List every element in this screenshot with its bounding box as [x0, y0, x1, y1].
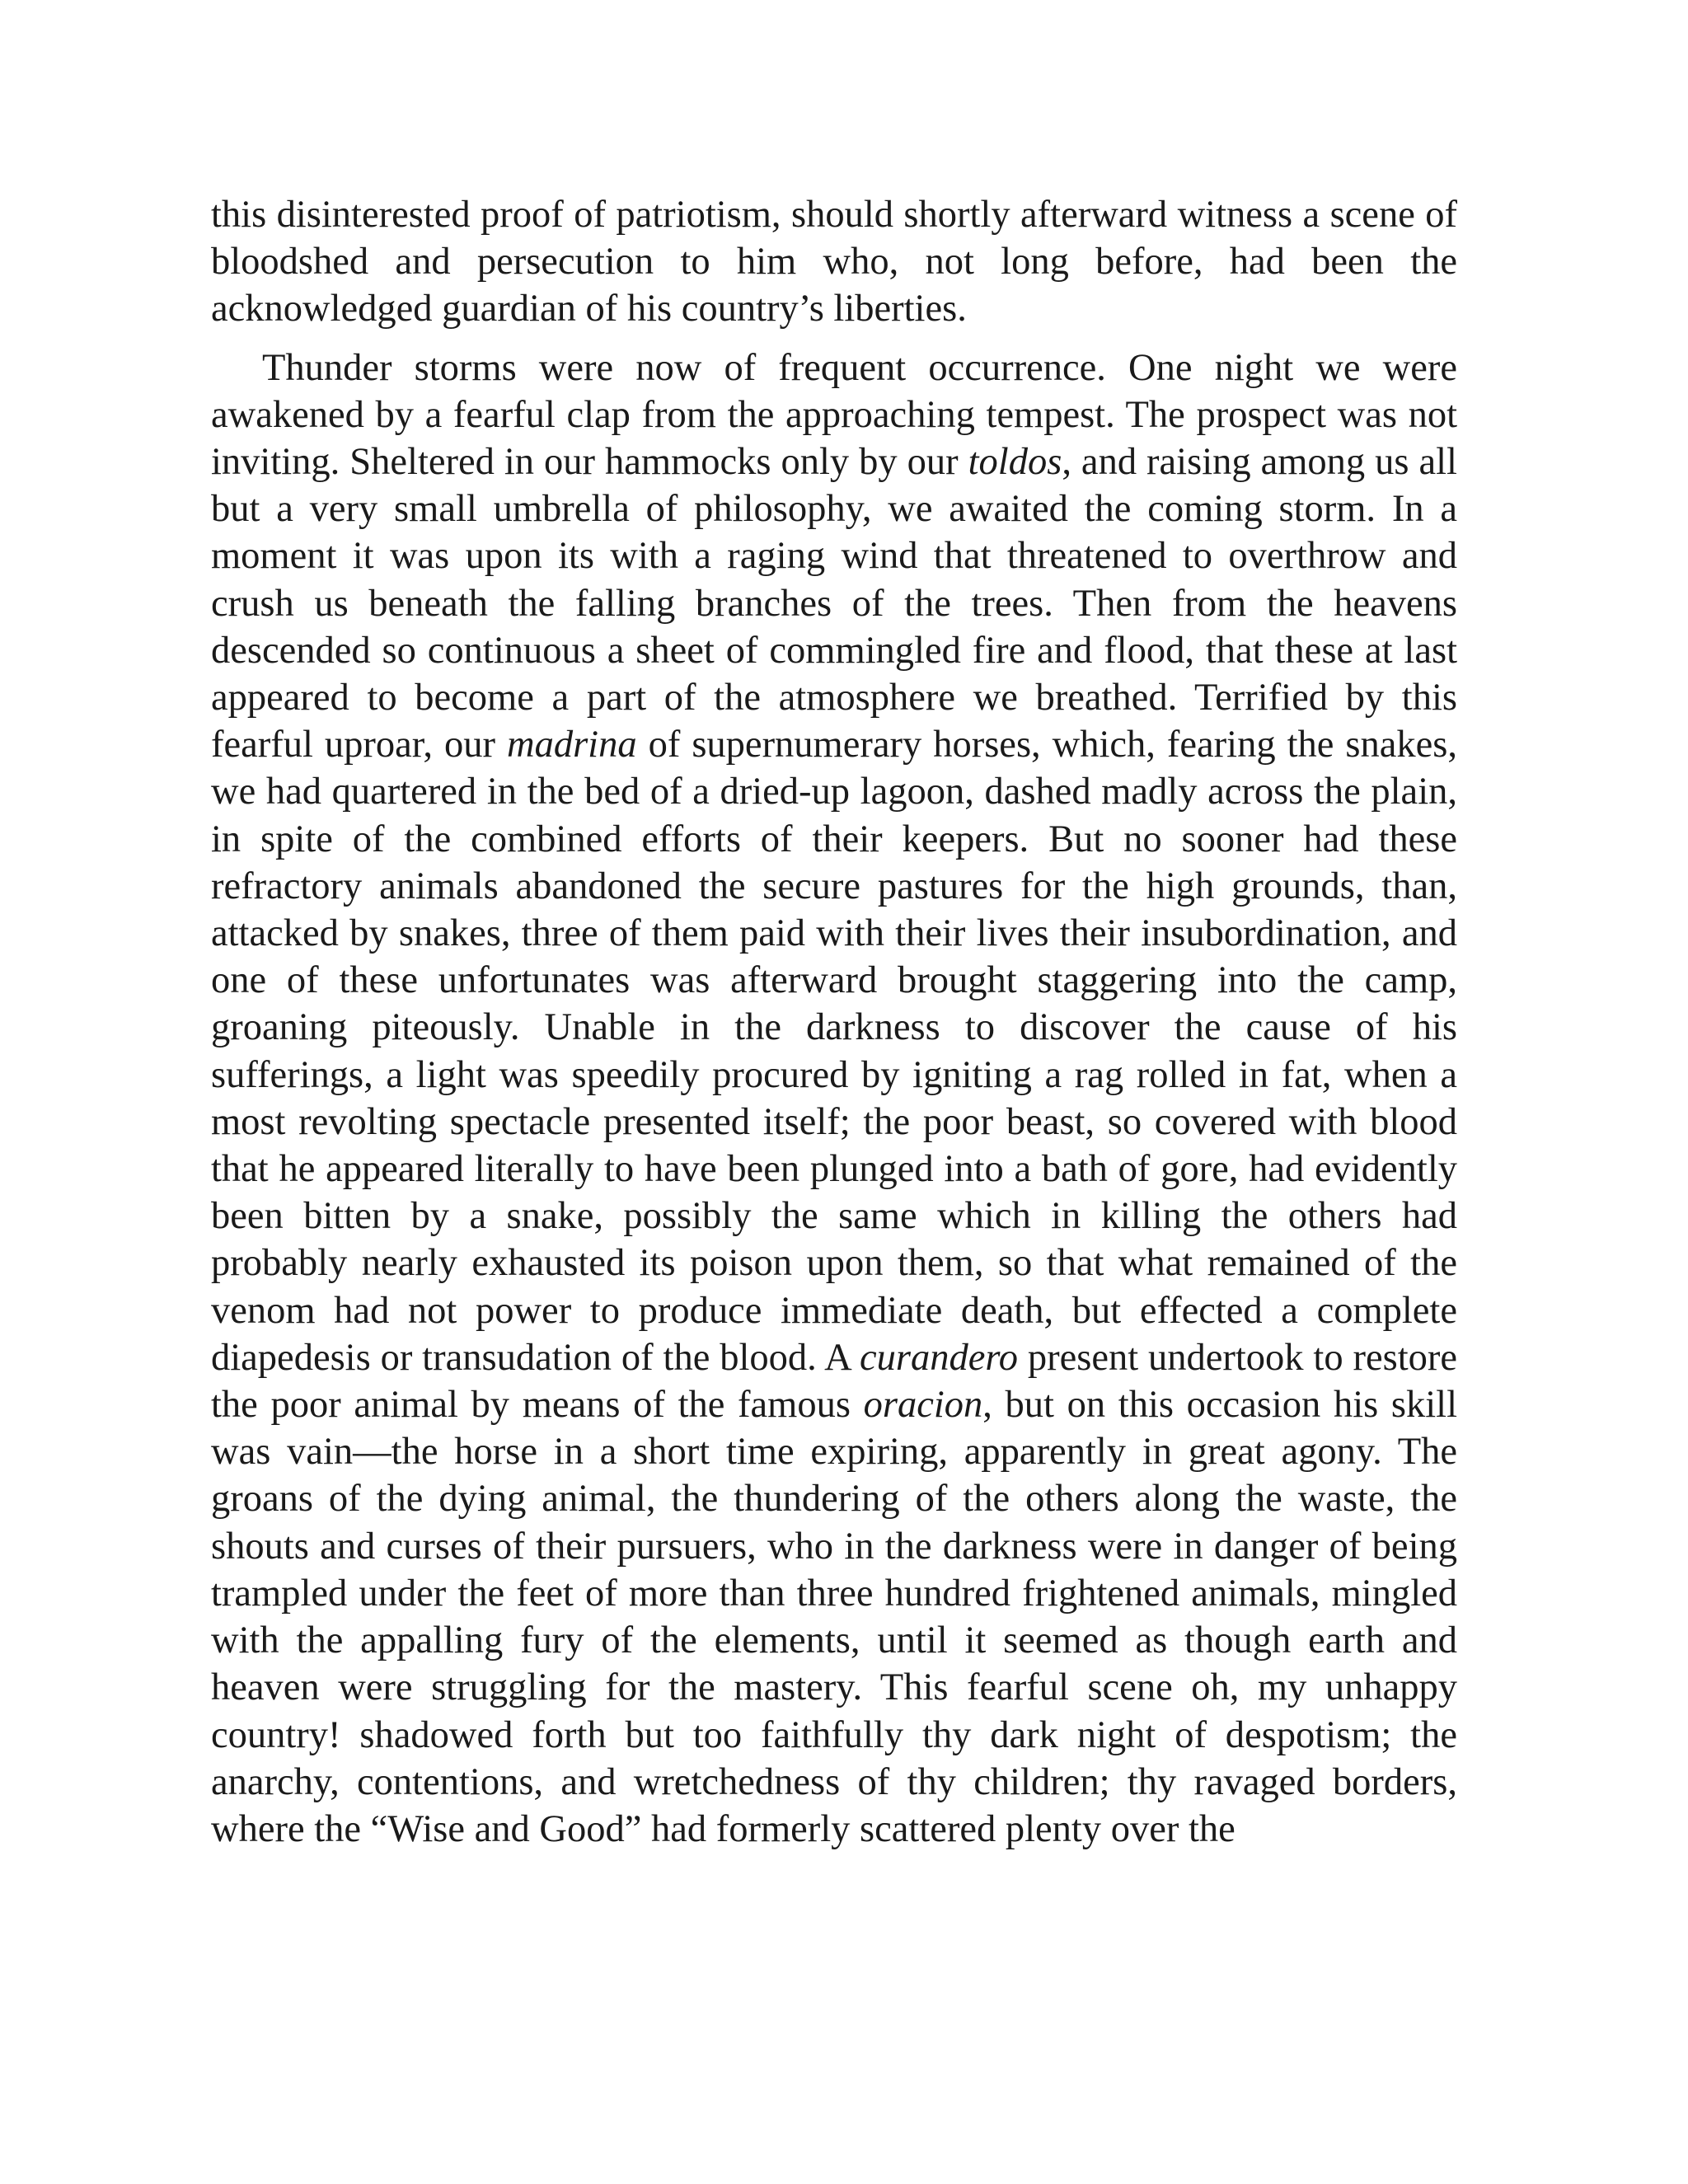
italic-term: oracion	[863, 1384, 983, 1427]
italic-term: toldos	[968, 441, 1062, 484]
paragraph-1	[211, 191, 1457, 333]
text-segment: this disinterested proof of patriotism, should shortly afterward witness a scene of bloodshed and persecution to him who, not long before, had been the acknowledged guardian of his country’s liberties.	[211, 194, 1457, 330]
text-segment: present undertook to restore the poor animal by means of the famous	[211, 1336, 1457, 1427]
italic-term: curandero	[859, 1336, 1018, 1379]
text-segment: Thunder storms were now of frequent occurrence. One night we were awakened by a fearful clap from the approaching tempest. The prospect was not inviting. Sheltered in our hammocks only by our	[211, 346, 1457, 484]
text-segment: , and raising among us all but a very small umbrella of philosophy, we awaited the coming storm. In a moment it was upon its with a raging wind that threatened to overthrow and crush us beneath the falling branches of the trees. Then from the heavens descended so continuous a sheet of commingled fire and flood, that these at last appeared to become a part of the atmosphere we breathed. Terrified by this fearful uproar, our	[211, 441, 1457, 766]
text-segment: of supernumerary horses, which, fearing the snakes, we had quartered in the bed of a dried-up lagoon, dashed madly across the plain, in spite of the combined efforts of their keepers. But no sooner had these refractory animals abandoned the secure pastures for the high grounds, than, attacked by snakes, three of them paid with their lives their insubordination, and one of these unfortunates was afterward brought staggering into the camp, groaning piteously. Unable in the darkness to discover the cause of his sufferings, a light was speedily procured by igniting a rag rolled in fat, when a most revolting spectacle presented itself; the poor beast, so covered with blood that he appeared literally to have been plunged into a bath of gore, had evidently been bitten by a snake, possibly the same which in killing the others had probably nearly exhausted its poison upon them, so that what remained of the venom had not power to produce immediate death, but effected a complete diapedesis or transudation of the blood. A	[211, 724, 1457, 1379]
page-body	[211, 191, 1457, 1853]
italic-term: madrina	[507, 724, 637, 766]
paragraph-2	[211, 344, 1457, 1854]
text-segment: , but on this occasion his skill was vain—the horse in a short time expiring, apparently in great agony. The groans of the dying animal, the thundering of the others along the waste, the shouts and curses of their pursuers, who in the darkness were in danger of being trampled under the feet of more than three hundred frightened animals, mingled with the appalling fury of the elements, until it seemed as though earth and heaven were struggling for the mastery. This fearful scene oh, my unhappy country! shadowed forth but too faithfully thy dark night of despotism; the anarchy, contentions, and wretchedness of thy children; thy ravaged borders, where the “Wise and Good” had formerly scattered plenty over the	[211, 1384, 1457, 1850]
